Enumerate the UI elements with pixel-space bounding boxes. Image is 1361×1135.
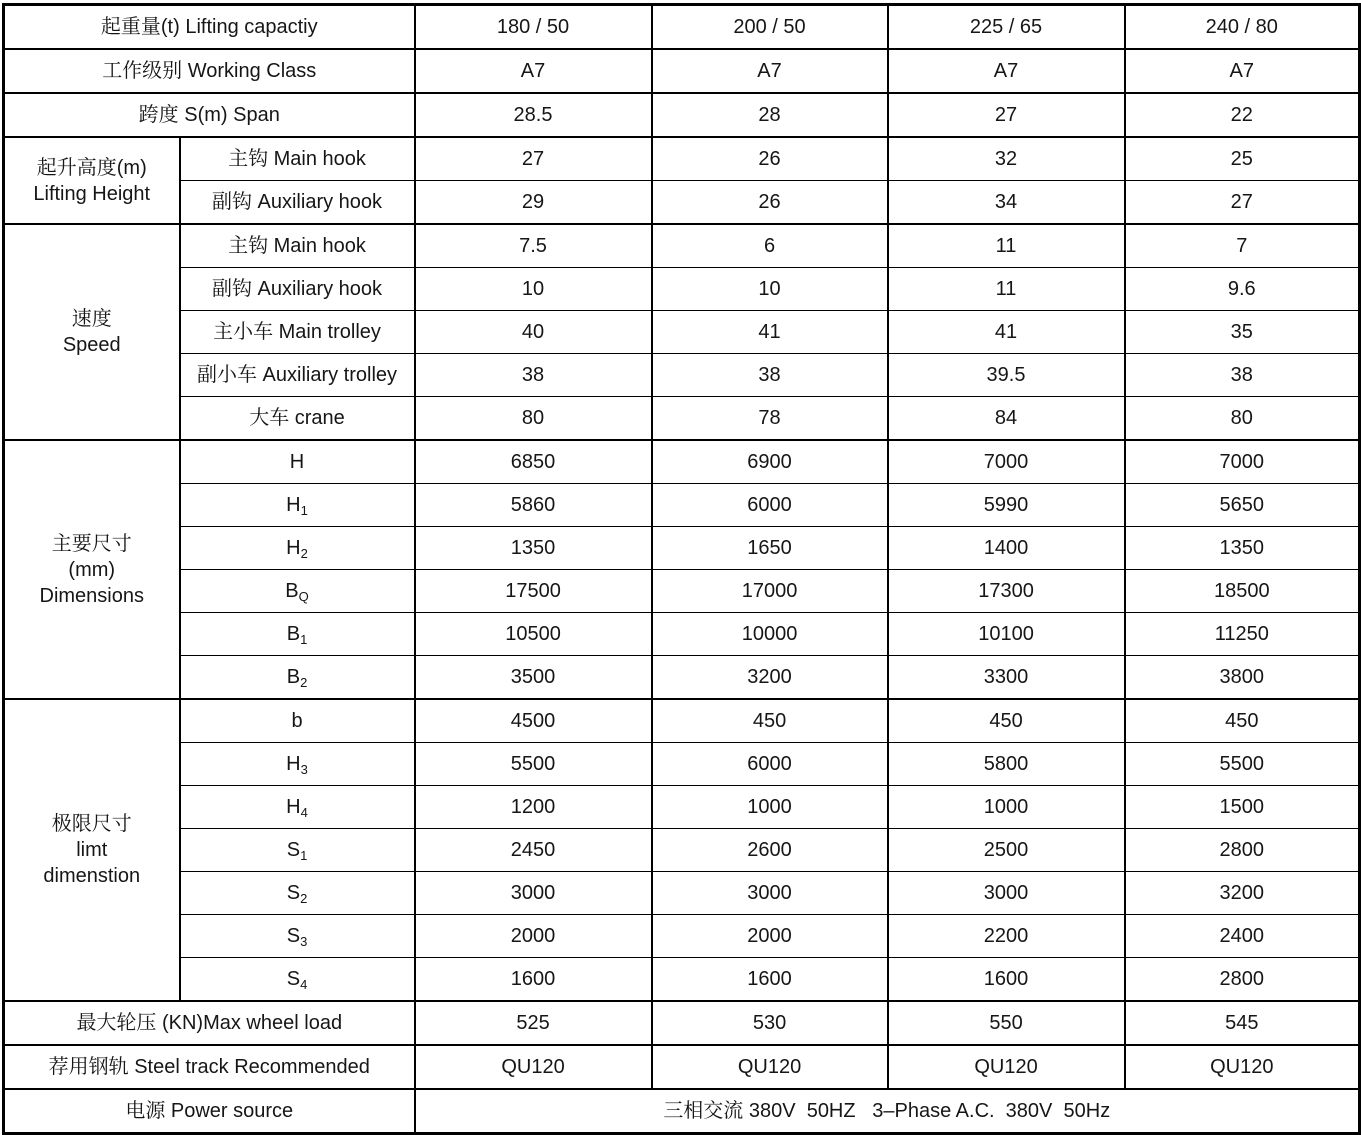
value-cell: 78 bbox=[652, 397, 888, 441]
value-cell: 180 / 50 bbox=[415, 5, 652, 50]
value-cell: 28 bbox=[652, 93, 888, 137]
value-cell: 9.6 bbox=[1125, 268, 1360, 311]
value-cell: 450 bbox=[1125, 699, 1360, 743]
group-label-line: 起升高度(m) bbox=[36, 156, 147, 179]
sub-row-label: b bbox=[180, 699, 415, 743]
label-subscript: 1 bbox=[300, 502, 308, 518]
label-subscript: 2 bbox=[300, 890, 308, 906]
value-cell: 32 bbox=[888, 137, 1125, 181]
value-cell: 41 bbox=[652, 311, 888, 354]
value-cell: 38 bbox=[415, 354, 652, 397]
row-label: 起重量(t) Lifting capactiy bbox=[4, 5, 415, 50]
sub-row-label: 副小车 Auxiliary trolley bbox=[180, 354, 415, 397]
table-row bbox=[4, 1089, 1360, 1134]
label-subscript: 1 bbox=[300, 631, 308, 647]
label-subscript: 1 bbox=[300, 847, 308, 863]
value-cell: 6900 bbox=[652, 440, 888, 484]
value-cell: 225 / 65 bbox=[888, 5, 1125, 50]
sub-row-label: $B_Q$ bbox=[180, 570, 415, 613]
table-row bbox=[4, 958, 1360, 1002]
value-cell: 27 bbox=[1125, 181, 1360, 225]
group-label-line: dimenstion bbox=[43, 865, 141, 887]
sub-row-label: 主钩 Main hook bbox=[180, 224, 415, 268]
value-cell: 6000 bbox=[652, 743, 888, 786]
value-cell: 11 bbox=[888, 268, 1125, 311]
table-row bbox=[4, 915, 1360, 958]
value-cell: 2400 bbox=[1125, 915, 1360, 958]
value-cell: 1000 bbox=[888, 786, 1125, 829]
group-label-line: 极限尺寸 bbox=[51, 813, 132, 835]
value-cell: A7 bbox=[888, 49, 1125, 93]
sub-row-label: $B_2$ bbox=[180, 656, 415, 700]
value-cell: 1400 bbox=[888, 527, 1125, 570]
value-cell: 550 bbox=[888, 1001, 1125, 1045]
value-cell: 3000 bbox=[888, 872, 1125, 915]
value-cell: 450 bbox=[652, 699, 888, 743]
sub-row-label: $S_4$ bbox=[180, 958, 415, 1002]
crane-spec-table bbox=[2, 3, 1361, 1135]
table-row bbox=[4, 181, 1360, 225]
table-row bbox=[4, 743, 1360, 786]
value-cell: 38 bbox=[652, 354, 888, 397]
value-cell: 25 bbox=[1125, 137, 1360, 181]
value-cell: 39.5 bbox=[888, 354, 1125, 397]
value-cell: 2800 bbox=[1125, 958, 1360, 1002]
table-row bbox=[4, 137, 1360, 181]
sub-row-label: 副钩 Auxiliary hook bbox=[180, 268, 415, 311]
table-row bbox=[4, 268, 1360, 311]
value-cell: 3000 bbox=[415, 872, 652, 915]
value-cell: 10100 bbox=[888, 613, 1125, 656]
value-cell: 3000 bbox=[652, 872, 888, 915]
value-cell: 1350 bbox=[415, 527, 652, 570]
value-cell: 7.5 bbox=[415, 224, 652, 268]
table-row bbox=[4, 224, 1360, 268]
value-cell: 84 bbox=[888, 397, 1125, 441]
group-label bbox=[4, 699, 180, 1001]
value-cell: 7000 bbox=[1125, 440, 1360, 484]
table-row bbox=[4, 354, 1360, 397]
value-cell: 10 bbox=[652, 268, 888, 311]
sub-row-label: $H_3$ bbox=[180, 743, 415, 786]
value-cell: A7 bbox=[1125, 49, 1360, 93]
value-cell: 11250 bbox=[1125, 613, 1360, 656]
value-cell: 27 bbox=[415, 137, 652, 181]
label-subscript: 3 bbox=[300, 933, 308, 949]
table-row bbox=[4, 1045, 1360, 1089]
table-row bbox=[4, 440, 1360, 484]
value-cell: 2200 bbox=[888, 915, 1125, 958]
value-cell: 17300 bbox=[888, 570, 1125, 613]
table-row bbox=[4, 656, 1360, 700]
table-row bbox=[4, 872, 1360, 915]
value-cell: 2450 bbox=[415, 829, 652, 872]
group-label-line: limt bbox=[76, 839, 108, 861]
sub-row-label: $S_2$ bbox=[180, 872, 415, 915]
value-cell: 5500 bbox=[1125, 743, 1360, 786]
row-label: 工作级别 Working Class bbox=[4, 49, 415, 93]
value-cell: A7 bbox=[652, 49, 888, 93]
table-row bbox=[4, 49, 1360, 93]
value-cell: 26 bbox=[652, 137, 888, 181]
value-cell: 200 / 50 bbox=[652, 5, 888, 50]
value-cell: 1000 bbox=[652, 786, 888, 829]
value-cell: 6850 bbox=[415, 440, 652, 484]
row-label: 跨度 S(m) Span bbox=[4, 93, 415, 137]
value-cell: 1600 bbox=[415, 958, 652, 1002]
sub-row-label: 主钩 Main hook bbox=[180, 137, 415, 181]
value-cell: 5860 bbox=[415, 484, 652, 527]
value-cell: A7 bbox=[415, 49, 652, 93]
value-cell: 41 bbox=[888, 311, 1125, 354]
sub-row-label: $H_4$ bbox=[180, 786, 415, 829]
group-label bbox=[4, 440, 180, 699]
value-cell: 2600 bbox=[652, 829, 888, 872]
sub-row-label: 副钩 Auxiliary hook bbox=[180, 181, 415, 225]
value-cell: 80 bbox=[415, 397, 652, 441]
value-cell: QU120 bbox=[1125, 1045, 1360, 1089]
value-cell: 2000 bbox=[415, 915, 652, 958]
value-cell: 3800 bbox=[1125, 656, 1360, 700]
value-cell: 26 bbox=[652, 181, 888, 225]
value-cell: 11 bbox=[888, 224, 1125, 268]
group-label-line: Speed bbox=[62, 334, 121, 356]
value-cell: 7 bbox=[1125, 224, 1360, 268]
group-label-line: 主要尺寸 bbox=[51, 532, 132, 555]
sub-row-label: $S_3$ bbox=[180, 915, 415, 958]
row-label: 最大轮压 (KN)Max wheel load bbox=[4, 1001, 415, 1045]
sub-row-label: $S_1$ bbox=[180, 829, 415, 872]
group-label-line: (mm) bbox=[68, 558, 116, 581]
value-cell: 2800 bbox=[1125, 829, 1360, 872]
value-cell: 1200 bbox=[415, 786, 652, 829]
value-cell: 10 bbox=[415, 268, 652, 311]
value-cell: 3200 bbox=[652, 656, 888, 700]
table-row bbox=[4, 829, 1360, 872]
group-label bbox=[4, 224, 180, 440]
sub-row-label: H bbox=[180, 440, 415, 484]
group-label bbox=[4, 137, 180, 224]
value-cell: 10500 bbox=[415, 613, 652, 656]
value-cell: 6000 bbox=[652, 484, 888, 527]
value-cell: 5500 bbox=[415, 743, 652, 786]
value-cell: 38 bbox=[1125, 354, 1360, 397]
table-row bbox=[4, 397, 1360, 441]
value-cell: 28.5 bbox=[415, 93, 652, 137]
power-source-value: 三相交流 380V 50HZ 3–Phase A.C. 380V 50Hz bbox=[415, 1089, 1360, 1134]
table-row bbox=[4, 484, 1360, 527]
value-cell: 10000 bbox=[652, 613, 888, 656]
value-cell: 1500 bbox=[1125, 786, 1360, 829]
value-cell: 17000 bbox=[652, 570, 888, 613]
label-subscript: 4 bbox=[300, 976, 308, 992]
sub-row-label: $H_1$ bbox=[180, 484, 415, 527]
table-row bbox=[4, 527, 1360, 570]
value-cell: QU120 bbox=[652, 1045, 888, 1089]
value-cell: 450 bbox=[888, 699, 1125, 743]
value-cell: 2000 bbox=[652, 915, 888, 958]
value-cell: QU120 bbox=[888, 1045, 1125, 1089]
value-cell: 3500 bbox=[415, 656, 652, 700]
group-label-line: Lifting Height bbox=[33, 182, 151, 205]
value-cell: 1350 bbox=[1125, 527, 1360, 570]
value-cell: 545 bbox=[1125, 1001, 1360, 1045]
label-subscript: Q bbox=[298, 588, 309, 604]
value-cell: QU120 bbox=[415, 1045, 652, 1089]
value-cell: 40 bbox=[415, 311, 652, 354]
group-label-line: Dimensions bbox=[39, 584, 144, 607]
label-subscript: 3 bbox=[300, 761, 308, 777]
value-cell: 3200 bbox=[1125, 872, 1360, 915]
value-cell: 530 bbox=[652, 1001, 888, 1045]
value-cell: 6 bbox=[652, 224, 888, 268]
value-cell: 7000 bbox=[888, 440, 1125, 484]
label-subscript: 2 bbox=[300, 545, 308, 561]
value-cell: 1600 bbox=[888, 958, 1125, 1002]
value-cell: 17500 bbox=[415, 570, 652, 613]
value-cell: 525 bbox=[415, 1001, 652, 1045]
value-cell: 34 bbox=[888, 181, 1125, 225]
sub-row-label: $H_2$ bbox=[180, 527, 415, 570]
value-cell: 2500 bbox=[888, 829, 1125, 872]
value-cell: 22 bbox=[1125, 93, 1360, 137]
sub-row-label: 主小车 Main trolley bbox=[180, 311, 415, 354]
value-cell: 29 bbox=[415, 181, 652, 225]
table-row bbox=[4, 699, 1360, 743]
value-cell: 1600 bbox=[652, 958, 888, 1002]
value-cell: 80 bbox=[1125, 397, 1360, 441]
value-cell: 5800 bbox=[888, 743, 1125, 786]
table-row bbox=[4, 570, 1360, 613]
table-row bbox=[4, 5, 1360, 50]
sub-row-label: 大车 crane bbox=[180, 397, 415, 441]
table-row bbox=[4, 311, 1360, 354]
value-cell: 18500 bbox=[1125, 570, 1360, 613]
value-cell: 4500 bbox=[415, 699, 652, 743]
label-subscript: 2 bbox=[300, 674, 308, 690]
table-row bbox=[4, 786, 1360, 829]
table-row bbox=[4, 1001, 1360, 1045]
value-cell: 1650 bbox=[652, 527, 888, 570]
value-cell: 5650 bbox=[1125, 484, 1360, 527]
row-label: 电源 Power source bbox=[4, 1089, 415, 1134]
sub-row-label: $B_1$ bbox=[180, 613, 415, 656]
value-cell: 240 / 80 bbox=[1125, 5, 1360, 50]
value-cell: 27 bbox=[888, 93, 1125, 137]
value-cell: 35 bbox=[1125, 311, 1360, 354]
table-row bbox=[4, 93, 1360, 137]
group-label-line: 速度 bbox=[71, 308, 112, 330]
label-subscript: 4 bbox=[300, 804, 308, 820]
value-cell: 3300 bbox=[888, 656, 1125, 700]
row-label: 荐用钢轨 Steel track Recommended bbox=[4, 1045, 415, 1089]
table-row bbox=[4, 613, 1360, 656]
value-cell: 5990 bbox=[888, 484, 1125, 527]
